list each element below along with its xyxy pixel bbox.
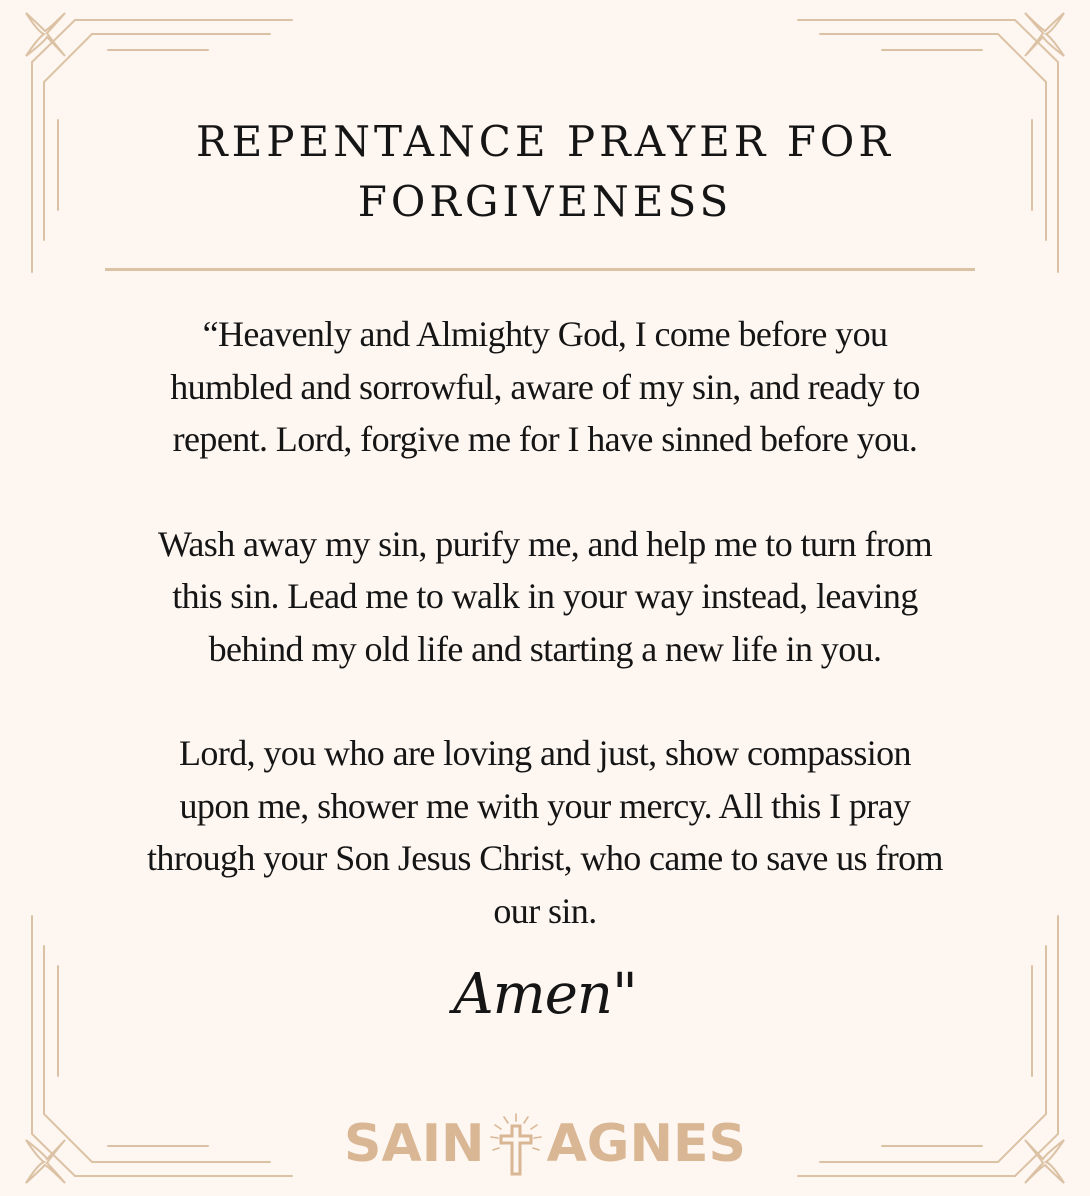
prayer-line: upon me, shower me with your mercy. All this I pray <box>179 785 911 826</box>
cross-icon <box>483 1108 549 1180</box>
prayer-closing: Amen" <box>453 962 637 1027</box>
prayer-line: humbled and sorrowful, aware of my sin, and ready to <box>170 366 920 407</box>
prayer-line: repent. Lord, forgive me for I have sinned before you. <box>172 419 918 459</box>
brand-name-right: AGNES <box>546 1114 746 1174</box>
prayer-line: Wash away my sin, purify me, and help me to turn from <box>157 523 933 564</box>
prayer-line: this sin. Lead me to walk in your way instead, leaving <box>172 576 918 616</box>
prayer-paragraph-3 <box>70 727 1020 937</box>
prayer-line: Lord, you who are loving and just, show compassion <box>179 733 911 773</box>
brand-logo <box>0 1108 1090 1180</box>
prayer-body <box>70 308 1020 989</box>
page-title <box>95 112 995 232</box>
prayer-line: behind my old life and starting a new life in you. <box>208 628 882 669</box>
prayer-line: “Heavenly and Almighty God, I come before you <box>202 314 888 354</box>
prayer-line: our sin. <box>493 890 597 931</box>
title-line-1: REPENTANCE PRAYER FOR <box>196 117 894 166</box>
prayer-line: through your Son Jesus Christ, who came to save us from <box>147 838 943 878</box>
prayer-paragraph-1 <box>70 308 1020 466</box>
title-divider <box>105 268 975 271</box>
brand-name-left: SAIN <box>344 1114 485 1174</box>
prayer-paragraph-2 <box>70 518 1020 676</box>
title-line-2: FORGIVENESS <box>357 177 733 226</box>
